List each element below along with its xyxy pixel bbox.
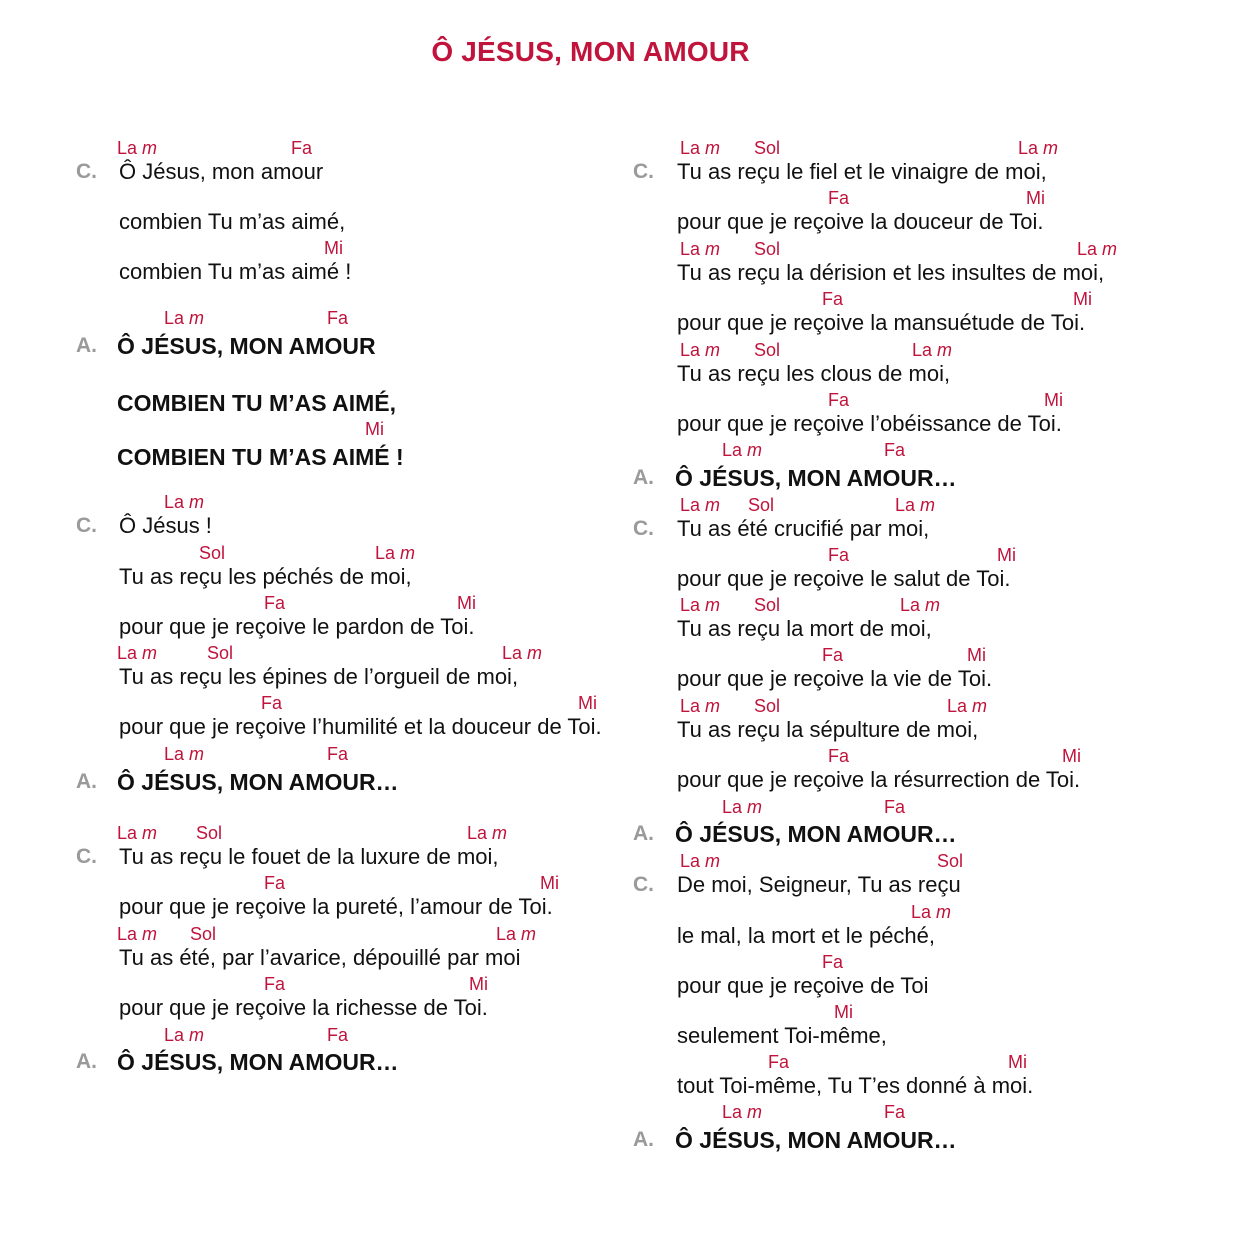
chord-sol: Sol: [207, 643, 234, 663]
chord-mi: Mi: [1062, 746, 1081, 766]
section-marker-couplet: C.: [76, 514, 97, 537]
chord-sol: Sol: [754, 340, 781, 360]
refrain-line: COMBIEN TU M’AS AIMÉ,: [117, 390, 396, 416]
lyric-line: pour que je reçoive la mansuétude de Toi.: [677, 310, 1086, 335]
chord-fa: Fa: [884, 1102, 906, 1122]
chord-la-mineur: La m: [911, 902, 952, 922]
lyric-line: pour que je reçoive la résurrection de Toi.: [677, 767, 1081, 792]
chord-sol: Sol: [754, 239, 781, 259]
chord-la-mineur: La m: [947, 696, 988, 716]
chord-mi: Mi: [457, 593, 476, 613]
lyric-line: Tu as reçu les clous de moi,: [677, 361, 951, 386]
lyric-line: Tu as été, par l’avarice, dépouillé par moi: [119, 945, 521, 970]
chord-la-mineur: La m: [680, 696, 721, 716]
lyric-line: Tu as reçu le fouet de la luxure de moi,: [119, 844, 499, 869]
section-marker-refrain: A.: [76, 770, 97, 793]
lyric-line: Tu as reçu la mort de moi,: [677, 616, 932, 641]
refrain-line: Ô JÉSUS, MON AMOUR…: [117, 1049, 399, 1075]
chord-fa: Fa: [264, 593, 286, 613]
chord-la-mineur: La m: [895, 495, 936, 515]
chord-la-mineur: La m: [722, 440, 763, 460]
lyric-line: combien Tu m’as aimé !: [119, 259, 352, 284]
chord-sol: Sol: [937, 851, 964, 871]
chord-mi: Mi: [1044, 390, 1063, 410]
chord-mi: Mi: [834, 1002, 853, 1022]
chord-fa: Fa: [828, 545, 850, 565]
lyric-line: pour que je reçoive l’obéissance de Toi.: [677, 411, 1062, 436]
lyric-line: combien Tu m’as aimé,: [119, 209, 346, 234]
chord-la-mineur: La m: [117, 138, 158, 158]
chord-la-mineur: La m: [164, 308, 205, 328]
chord-la-mineur: La m: [680, 138, 721, 158]
chord-mi: Mi: [365, 419, 384, 439]
refrain-line: COMBIEN TU M’AS AIMÉ !: [117, 444, 404, 470]
chord-mi: Mi: [1008, 1052, 1027, 1072]
lyric-line: De moi, Seigneur, Tu as reçu: [677, 872, 961, 897]
chord-fa: Fa: [327, 1025, 349, 1045]
chord-la-mineur: La m: [722, 797, 763, 817]
lyric-line: pour que je reçoive la richesse de Toi.: [119, 995, 488, 1020]
section-marker-couplet: C.: [76, 845, 97, 868]
chord-la-mineur: La m: [117, 823, 158, 843]
refrain-line: Ô JÉSUS, MON AMOUR…: [675, 1127, 957, 1153]
lyric-line: pour que je reçoive de Toi: [677, 973, 929, 998]
chord-la-mineur: La m: [680, 495, 721, 515]
chord-fa: Fa: [828, 188, 850, 208]
chord-mi: Mi: [540, 873, 559, 893]
chord-mi: Mi: [469, 974, 488, 994]
lyric-line: seulement Toi-même,: [677, 1023, 887, 1048]
section-marker-refrain: A.: [76, 1050, 97, 1073]
lyric-line: Tu as reçu la dérision et les insultes de moi,: [677, 260, 1105, 285]
chord-la-mineur: La m: [375, 543, 416, 563]
chord-fa: Fa: [822, 289, 844, 309]
chord-la-mineur: La m: [117, 924, 158, 944]
page-title: Ô JÉSUS, MON AMOUR: [431, 36, 750, 67]
lyric-line: Tu as reçu les épines de l’orgueil de moi,: [119, 664, 519, 689]
chord-fa: Fa: [822, 645, 844, 665]
chord-la-mineur: La m: [164, 744, 205, 764]
chord-la-mineur: La m: [722, 1102, 763, 1122]
chord-la-mineur: La m: [496, 924, 537, 944]
chord-la-mineur: La m: [1018, 138, 1059, 158]
chord-fa: Fa: [884, 797, 906, 817]
section-marker-refrain: A.: [633, 1128, 654, 1151]
refrain-line: Ô JÉSUS, MON AMOUR…: [675, 821, 957, 847]
section-marker-refrain: A.: [633, 466, 654, 489]
chord-fa: Fa: [291, 138, 313, 158]
chord-sol: Sol: [754, 595, 781, 615]
lyric-line: pour que je reçoive le pardon de Toi.: [119, 614, 475, 639]
chord-la-mineur: La m: [1077, 239, 1118, 259]
chord-mi: Mi: [967, 645, 986, 665]
chord-la-mineur: La m: [912, 340, 953, 360]
chord-mi: Mi: [1026, 188, 1045, 208]
chord-sol: Sol: [754, 696, 781, 716]
chord-fa: Fa: [264, 873, 286, 893]
chord-fa: Fa: [768, 1052, 790, 1072]
lyric-line: Tu as reçu la sépulture de moi,: [677, 717, 979, 742]
lyric-line: Tu as reçu les péchés de moi,: [119, 564, 412, 589]
lyric-line: pour que je reçoive l’humilité et la douceur de Toi.: [119, 714, 602, 739]
chord-sol: Sol: [199, 543, 226, 563]
section-marker-couplet: C.: [633, 873, 654, 896]
chord-la-mineur: La m: [680, 340, 721, 360]
chord-la-mineur: La m: [680, 851, 721, 871]
chord-la-mineur: La m: [680, 239, 721, 259]
chord-la-mineur: La m: [164, 492, 205, 512]
lyric-line: Ô Jésus !: [119, 513, 212, 538]
section-marker-couplet: C.: [633, 517, 654, 540]
chord-fa: Fa: [264, 974, 286, 994]
chord-fa: Fa: [884, 440, 906, 460]
chord-la-mineur: La m: [117, 643, 158, 663]
lyric-line: pour que je reçoive la douceur de Toi.: [677, 209, 1044, 234]
refrain-line: Ô JÉSUS, MON AMOUR…: [117, 769, 399, 795]
lyric-line: Tu as reçu le fiel et le vinaigre de moi,: [677, 159, 1047, 184]
chord-la-mineur: La m: [900, 595, 941, 615]
chord-la-mineur: La m: [502, 643, 543, 663]
chord-mi: Mi: [324, 238, 343, 258]
lyric-line: Ô Jésus, mon amour: [119, 159, 324, 184]
chord-sol: Sol: [190, 924, 217, 944]
lyric-line: pour que je reçoive la pureté, l’amour de Toi.: [119, 894, 553, 919]
section-marker-couplet: C.: [76, 160, 97, 183]
chord-mi: Mi: [997, 545, 1016, 565]
refrain-line: Ô JÉSUS, MON AMOUR…: [675, 465, 957, 491]
chord-sol: Sol: [754, 138, 781, 158]
refrain-line: Ô JÉSUS, MON AMOUR: [117, 333, 376, 359]
chord-mi: Mi: [1073, 289, 1092, 309]
chord-la-mineur: La m: [164, 1025, 205, 1045]
chord-fa: Fa: [327, 744, 349, 764]
lyric-line: pour que je reçoive le salut de Toi.: [677, 566, 1011, 591]
chord-fa: Fa: [261, 693, 283, 713]
chord-fa: Fa: [822, 952, 844, 972]
chord-mi: Mi: [578, 693, 597, 713]
lyric-line: le mal, la mort et le péché,: [677, 923, 936, 948]
section-marker-couplet: C.: [633, 160, 654, 183]
chord-sol: Sol: [748, 495, 775, 515]
chord-fa: Fa: [828, 390, 850, 410]
chord-fa: Fa: [828, 746, 850, 766]
lyric-line: tout Toi-même, Tu T’es donné à moi.: [677, 1073, 1034, 1098]
chord-la-mineur: La m: [680, 595, 721, 615]
lyric-line: pour que je reçoive la vie de Toi.: [677, 666, 993, 691]
section-marker-refrain: A.: [76, 334, 97, 357]
chord-fa: Fa: [327, 308, 349, 328]
chord-sol: Sol: [196, 823, 223, 843]
lyric-line: Tu as été crucifié par moi,: [677, 516, 930, 541]
chord-la-mineur: La m: [467, 823, 508, 843]
section-marker-refrain: A.: [633, 822, 654, 845]
